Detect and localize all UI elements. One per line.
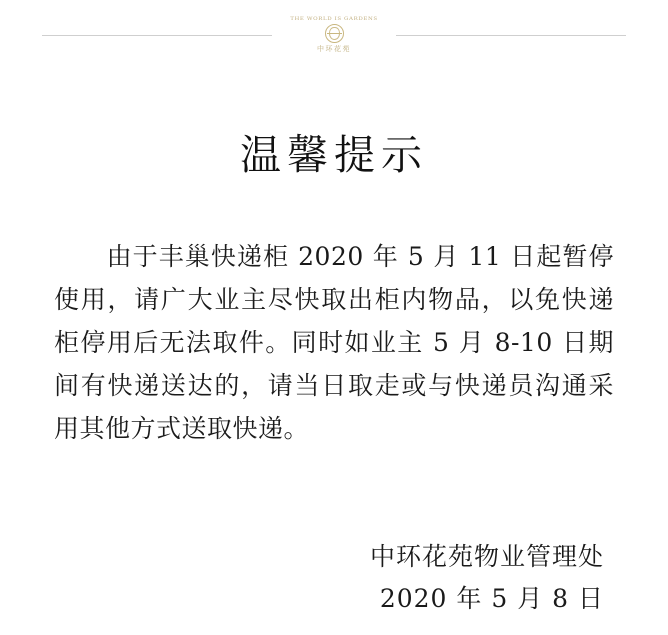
signature-date: 2020 年 5 月 8 日 (379, 584, 604, 613)
notice-body-text (54, 235, 614, 450)
page-title: 温馨提示 (240, 131, 428, 179)
letterhead-rule-right (396, 35, 626, 36)
logo-emblem-icon (325, 24, 344, 43)
logo-chinese-text: 中环花苑 (317, 45, 351, 54)
signature-block (54, 536, 614, 620)
logo-arc-text: THE WORLD IS GARDENS (290, 16, 378, 22)
notice-body-content: 由于丰巢快递柜 2020 年 5 月 11 日起暂停使用，请广大业主尽快取出柜内物品，以免快递柜停用后无法取件。同时如业主 5 月 8-10 日期间有快递送达的，请当日取走或与快递员沟通采用其他方式送取快递。 (54, 242, 614, 443)
letterhead-rule-left (42, 35, 272, 36)
company-logo (275, 17, 393, 54)
document-content (0, 122, 668, 620)
letterhead (42, 0, 626, 70)
signature-organization: 中环花苑物业管理处 (369, 542, 604, 571)
